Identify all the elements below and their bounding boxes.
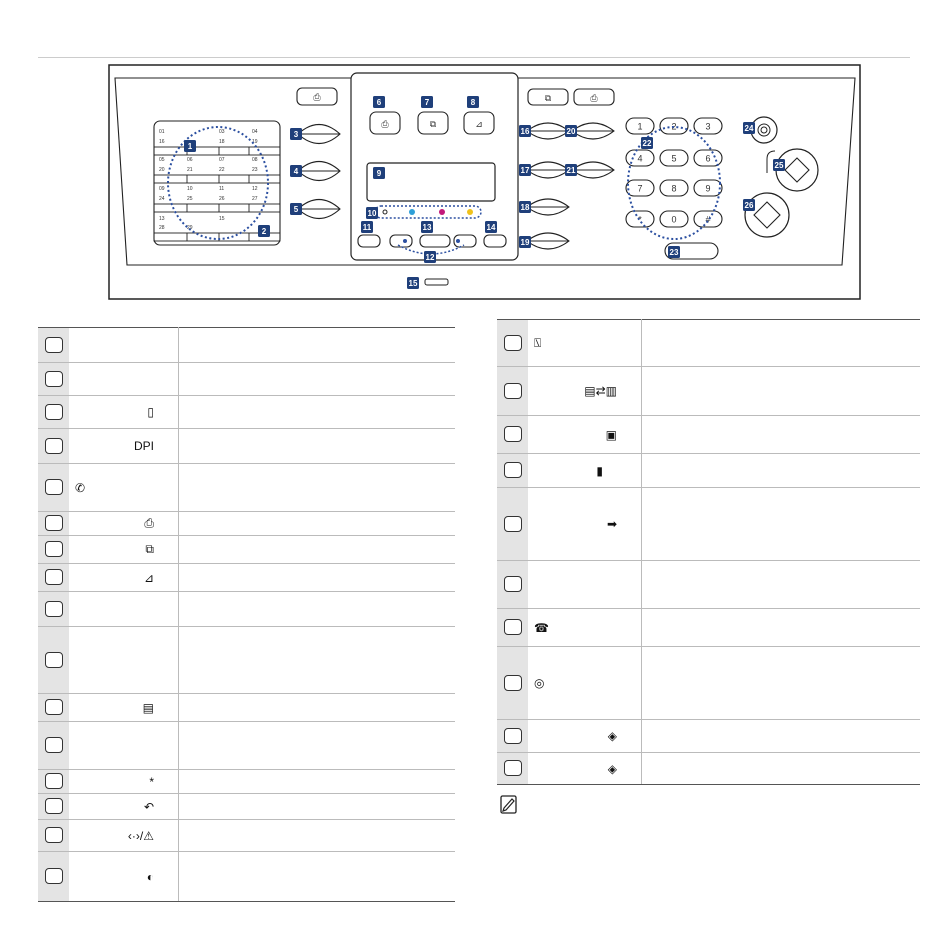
callout-number: 24 [744,124,754,133]
speed-dial-label: 15 [219,216,225,222]
svg-text:⧉: ⧉ [544,93,552,103]
keypad-key [660,118,688,134]
callout-number-box [504,760,522,776]
speed-dial-label: 27 [252,196,258,202]
speed-dial-label: 01 [159,129,165,135]
speed-dial-label: 13 [159,216,165,222]
callout-badge [366,207,378,219]
speed-dial-label: 19 [252,139,258,145]
ok-icon: * [149,774,154,789]
callout-badge [258,225,270,237]
callout-number: 17 [520,166,530,175]
speed-dial-label: 09 [159,186,165,192]
description-row [497,320,920,367]
description-row [497,753,920,785]
callout-number: 16 [520,127,530,136]
speed-dial-label: 23 [252,167,258,173]
callout-number-box [45,541,63,557]
svg-text:1: 1 [637,121,643,132]
callout-badge [184,140,196,152]
callout-number-box [45,601,63,617]
description-row [497,488,920,561]
on-hook-dial-icon: ☎ [534,620,549,635]
callout-number: 7 [424,98,430,107]
callout-number: 25 [774,161,784,170]
speed-dial-label: 26 [219,196,225,202]
reduce-enlarge-icon: ⍂ [534,335,542,350]
svg-text:⎙: ⎙ [313,92,321,102]
callout-number: 18 [520,203,530,212]
callout-number-box [504,426,522,442]
svg-text:8: 8 [671,183,677,194]
keypad-key [660,150,688,166]
callout-badge [519,164,531,176]
callout-number: 4 [293,167,299,176]
keypad-key [694,150,722,166]
svg-text:⧉: ⧉ [429,119,437,129]
speed-dial-label: 04 [252,129,258,135]
callout-number-box [45,699,63,715]
right-description-table [497,319,920,785]
callout-number: 8 [470,98,476,107]
callout-number: 11 [362,223,372,232]
scan-icon: ⊿ [143,570,154,585]
toner-warning-icon: ‹·›/⚠ [127,828,154,843]
description-row [497,720,920,753]
callout-number-box [45,868,63,884]
keypad-key [626,180,654,196]
menu-icon: ▤ [142,700,154,715]
callout-badge [743,122,755,134]
keypad-key [626,150,654,166]
keypad-key [694,211,722,227]
description-row [38,464,455,512]
description-row [497,647,920,720]
description-row [38,396,455,429]
callout-number-box [45,773,63,789]
callout-number: 19 [520,238,530,247]
callout-number: 14 [486,223,496,232]
speed-dial-label: 21 [187,167,193,173]
callout-badge [290,165,302,177]
description-row [38,429,455,464]
speed-dial-label: 18 [219,139,225,145]
callout-badge [485,221,497,233]
description-row [38,363,455,396]
black-start-icon: ◈ [607,729,617,743]
speed-dial-label: 07 [219,157,225,163]
description-row [38,770,455,794]
svg-text:⎙: ⎙ [590,93,598,103]
callout-badge [373,96,385,108]
callout-number-box [504,383,522,399]
description-row [38,592,455,627]
callout-badge [421,221,433,233]
description-row [38,512,455,536]
speed-dial-label: 05 [159,157,165,163]
scan-to-arrow-icon: ➡ [606,517,617,531]
speed-dial-label: 29 [187,225,193,231]
callout-number: 15 [408,279,418,288]
svg-text:0: 0 [671,214,677,225]
description-row [38,852,455,902]
copy-icon: ⧉ [145,542,154,556]
callout-number-box [45,371,63,387]
keypad-key [660,180,688,196]
callout-number-box [45,827,63,843]
callout-badge [373,167,385,179]
color-start-icon: ◈ [607,761,617,776]
callout-number: 2 [261,227,267,236]
svg-text:*: * [638,214,642,225]
description-row [38,564,455,592]
svg-text:#: # [705,214,711,225]
speed-dial-label: 11 [219,186,225,192]
svg-text:7: 7 [637,183,643,194]
callout-badge [743,199,755,211]
callout-badge [668,246,680,258]
redial-icon: ✆ [75,480,86,495]
callout-number: 26 [744,201,754,210]
callout-badge [361,221,373,233]
speed-dial-label: 03 [219,129,225,135]
callout-number: 20 [566,127,576,136]
description-row [38,820,455,852]
description-row [38,722,455,770]
svg-text:⊿: ⊿ [475,119,483,129]
top-rule [38,57,910,58]
callout-number-box [45,569,63,585]
note-icon [500,795,517,814]
speed-dial-label: 22 [219,167,225,173]
callout-number-box [504,576,522,592]
description-row [38,328,455,363]
darkness-icon: ◐ [146,869,154,884]
callout-badge [773,159,785,171]
callout-badge [290,128,302,140]
callout-number-box [45,737,63,753]
svg-text:9: 9 [705,183,711,194]
callout-badge [519,125,531,137]
svg-text:4: 4 [637,153,643,164]
callout-number-box [504,462,522,478]
keypad-key [626,118,654,134]
dpi-icon: DPI [133,439,154,453]
svg-text:2: 2 [671,121,677,132]
description-row [497,454,920,488]
callout-number-box [504,728,522,744]
callout-number: 6 [376,98,382,107]
description-row [497,367,920,416]
callout-number: 12 [425,253,435,262]
svg-text:6: 6 [705,153,711,164]
callout-badge [641,137,653,149]
speed-dial-label: 20 [159,167,165,173]
fax-icon: ⎙ [144,516,154,530]
callout-number-box [45,652,63,668]
callout-badge [565,125,577,137]
callout-number-box [45,404,63,420]
description-row [38,794,455,820]
callout-number-box [504,619,522,635]
keypad-key [626,211,654,227]
left-description-table [38,327,455,902]
speed-dial-label: 08 [252,157,258,163]
callout-badge [424,251,436,263]
callout-badge [290,203,302,215]
speed-dial-label: 25 [187,196,193,202]
keypad-key [694,118,722,134]
callout-number-box [45,438,63,454]
callout-number: 3 [293,130,299,139]
callout-number: 21 [566,166,576,175]
control-panel-diagram [107,63,862,301]
callout-number-box [504,335,522,351]
callout-badge [565,164,577,176]
callout-number-box [45,479,63,495]
stop-clear-icon: ◎ [534,676,545,690]
duplex-icon: ▤⇄▥ [584,384,617,398]
callout-number-box [45,337,63,353]
callout-badge [467,96,479,108]
speed-dial-label: 10 [187,186,193,192]
back-icon: ↶ [143,799,154,814]
callout-number-box [45,515,63,531]
callout-number: 22 [642,139,652,148]
description-row [497,609,920,647]
address-book-icon: ▯ [147,405,154,419]
mode-icon: ▮ [596,463,603,478]
description-row [497,561,920,609]
callout-number: 5 [293,205,299,214]
speed-dial-label: 06 [187,157,193,163]
callout-number-box [45,798,63,814]
callout-number: 9 [376,169,382,178]
keypad-key [694,180,722,196]
callout-number-box [504,675,522,691]
keypad-key [660,211,688,227]
scan-to-icon: ▣ [605,427,617,442]
svg-text:3: 3 [705,121,711,132]
callout-number: 10 [367,209,377,218]
description-row [38,627,455,694]
callout-badge [421,96,433,108]
callout-number: 23 [669,248,679,257]
callout-badge [519,236,531,248]
speed-dial-label: 24 [159,196,165,202]
speed-dial-label: 12 [252,186,258,192]
svg-text:⎙: ⎙ [381,119,389,129]
speed-dial-label: 28 [159,225,165,231]
callout-badge [407,277,419,289]
svg-text:5: 5 [671,153,677,164]
description-row [38,694,455,722]
callout-badge [519,201,531,213]
speed-dial-label: 16 [159,139,165,145]
description-row [497,416,920,454]
callout-number: 13 [422,223,432,232]
callout-number-box [504,516,522,532]
callout-number: 1 [187,142,193,151]
description-row [38,536,455,564]
